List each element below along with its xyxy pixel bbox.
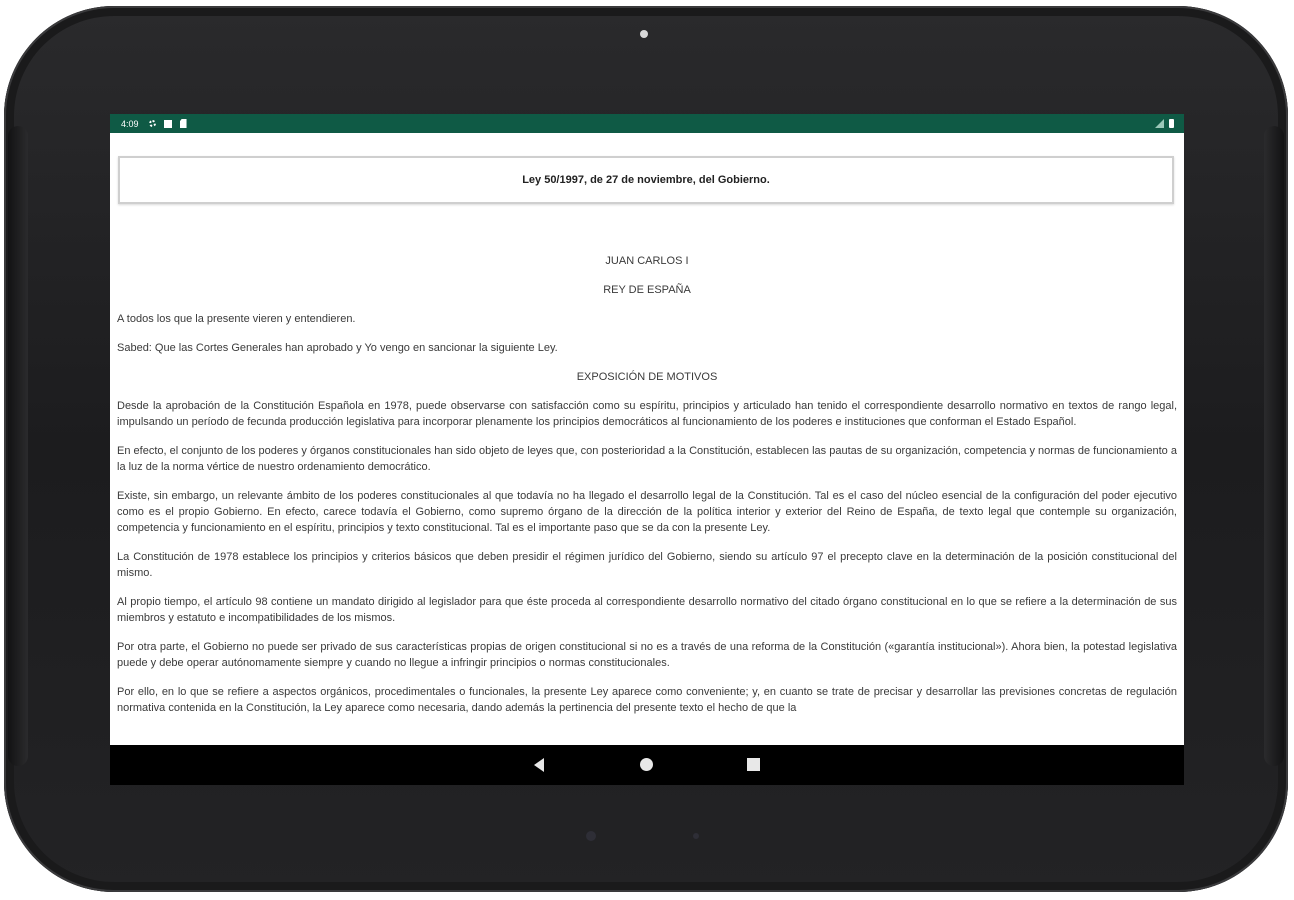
navigation-bar: [110, 745, 1184, 785]
back-icon[interactable]: [534, 758, 544, 772]
announcement-text: Sabed: Que las Cortes Generales han aprobado y Yo vengo en sancionar la siguiente Ley.: [117, 342, 558, 354]
paragraph: En efecto, el conjunto de los poderes y órganos constitucionales han sido objeto de leyes que, con posterioridad a la Constitución, establecen las pautas de su organización, competencia y normas de funcionamiento a la luz de la norma vértice de nuestro ordenamiento democrático.: [117, 445, 1177, 473]
heading-king-name: JUAN CARLOS I: [605, 255, 689, 267]
status-bar: [110, 114, 1184, 133]
gear-icon: [149, 120, 156, 127]
law-title: Ley 50/1997, de 27 de noviembre, del Gobierno.: [522, 174, 770, 186]
tablet-right-edge: [1264, 126, 1284, 766]
tablet-left-edge: [8, 126, 28, 766]
recents-icon[interactable]: [747, 758, 760, 771]
paragraph: Por ello, en lo que se refiere a aspectos orgánicos, procedimentales o funcionales, la presente Ley aparece como conveniente; y, en cuanto se trate de precisar y desarrollar las previsiones concretas de regulación normativa contenida en la Constitución, la Ley aparece como necesaria, dando además la pertinencia del presente texto el hecho de que la: [117, 686, 1177, 714]
greeting-text: A todos los que la presente vieren y entendieren.: [117, 313, 356, 325]
signal-icon: [1155, 119, 1164, 128]
sim-icon: [164, 120, 172, 128]
law-text: [117, 253, 1177, 729]
paragraph: Desde la aprobación de la Constitución Española en 1978, puede observarse con satisfacción como su espíritu, principios y articulado han tenido el correspondiente desarrollo normativo en textos de rango legal, impulsando un período de fecunda producción legislativa para incorporar plenamente los principios democráticos al funcionamiento de los poderes e instituciones que conforman el Estado Español.: [117, 400, 1177, 428]
section-title: EXPOSICIÓN DE MOTIVOS: [576, 371, 718, 383]
document-view[interactable]: [110, 133, 1184, 745]
status-right-icons: [1155, 119, 1174, 128]
paragraph: La Constitución de 1978 establece los principios y criterios básicos que deben presidir el régimen jurídico del Gobierno, siendo su artículo 97 el precepto clave en la determinación de la posición constitucional del mismo.: [117, 551, 1177, 579]
device-screen: [110, 114, 1184, 785]
paragraph: Al propio tiempo, el artículo 98 contiene un mandato dirigido al legislador para que éste proceda al correspondiente desarrollo normativo del citado órgano constitucional en lo que se refiere a la determinación de sus miembros y estatuto e incompatibilidades de los mismos.: [117, 596, 1177, 624]
status-time: 4:09: [121, 118, 139, 129]
speaker-dot-left: [586, 831, 596, 841]
home-icon[interactable]: [640, 758, 653, 771]
speaker-dot-right: [693, 833, 699, 839]
front-camera: [640, 30, 648, 38]
paragraph: Por otra parte, el Gobierno no puede ser privado de sus características propias de origen constitucional si no es a través de una reforma de la Constitución («garantía institucional»). Ahora bien, la potestad legislativa puede y debe operar autónomamente siempre y cuando no llegue a infringir principios o normas constitucionales.: [117, 641, 1177, 669]
battery-icon: [1169, 119, 1174, 128]
law-title-header: [118, 156, 1174, 204]
heading-king-title: REY DE ESPAÑA: [603, 284, 691, 296]
paragraph: Existe, sin embargo, un relevante ámbito de los poderes constitucionales al que todavía no ha llegado el desarrollo legal de la Constitución. Tal es el caso del núcleo esencial de la configuración del poder ejecutivo como es el propio Gobierno. En efecto, carece todavía el Gobierno, como supremo órgano de la dirección de la política interior y exterior del Reino de España, de texto legal que contemple su organización, competencia y funcionamiento en el espíritu, principios y texto constitucional. Tal es el importante paso que se da con la presente Ley.: [117, 490, 1177, 534]
sd-card-icon: [180, 119, 187, 128]
